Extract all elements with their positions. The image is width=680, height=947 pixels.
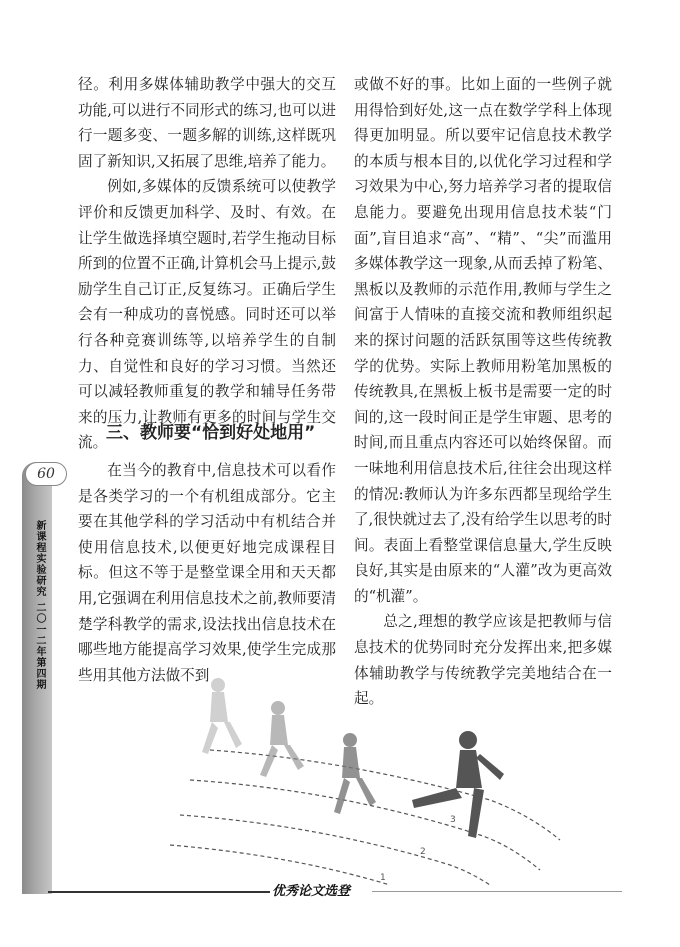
left-column: [78, 72, 336, 456]
page-number: 60: [25, 462, 67, 486]
footer-rule: [372, 891, 622, 892]
svg-text:1: 1: [380, 873, 386, 883]
footer-section-label: 优秀论文选登: [272, 884, 351, 899]
runner-icon: [202, 678, 242, 754]
runner-icon: [334, 733, 376, 814]
track-lines-icon: [170, 750, 560, 885]
paragraph: 或做不好的事。比如上面的一些例子就用得恰到好处,这一点在数学学科上体现得更加明显。所以要牢记信息技术教学的本质与根本目的,以优化学习过程和学习效果为中心,努力培养学习者的提取信息能力。要避免出现用信息技术装“门面”,盲目追求“高”、“精”、“尖”而滥用多媒体教学这一现象,从而丢掉了粉笔、黑板以及教师的示范作用,教师与学生之间富于人情味的直接交流和教师组织起来的探讨问题的活跃氛围等这些传统教学的优势。实际上教师用粉笔加黑板的传统教具,在黑板上板书是需要一定的时间的,这一段时间正是学生审题、思考的时间,而且重点内容还可以始终保留。而一味地利用信息技术后,往往会出现这样的情况:教师认为许多东西都呈现给学生了,很快就过去了,没有给学生以思考的时间。表面上看整堂课信息量大,学生反映良好,其实是由原来的“人灌”改为更高效的“机灌”。: [354, 76, 612, 605]
paragraph: 例如,多媒体的反馈系统可以使教学评价和反馈更加科学、及时、有效。在让学生做选择填空题时,若学生拖动目标所到的位置不正确,计算机会马上提示,鼓励学生自己订正,反复练习。正确后学生会有一种成功的喜悦感。同时还可以举行各种竞赛训练等,以培养学生的自制力、自觉性和良好的学习习惯。当然还可以减轻教师重复的教学和辅导任务带来的压力,让教师有更多的时间与学生交流。: [78, 178, 336, 452]
journal-issue: 二〇一二年第四期: [34, 602, 45, 690]
section-heading: 三、教师要“恰到好处地用”: [106, 423, 316, 443]
journal-name: 新课程实验研究: [34, 520, 45, 597]
runner-icon: [412, 731, 504, 838]
lane-numbers-icon: [380, 815, 456, 883]
paragraph: 在当今的教育中,信息技术可以看作是各类学习的一个有机组成部分。它主要在其他学科的学习活动中有机结合并使用信息技术,以便更好地完成课程目标。但这不等于是整堂课全用和天天都用,它强调在利用信息技术之前,教师要清楚学科教学的需求,设法找出信息技术在哪些地方能提高学习效果,使学生完成那些用其他方法做不到: [78, 462, 336, 684]
svg-text:2: 2: [420, 847, 426, 857]
paragraph: 总之,理想的教学应该是把教师与信息技术的优势同时充分发挥出来,把多媒体辅助教学与传统教学完美地结合在一起。: [354, 613, 612, 708]
svg-text:3: 3: [450, 815, 456, 825]
right-column: [354, 72, 612, 712]
runners-illustration: [150, 640, 570, 890]
paragraph: 径。利用多媒体辅助教学中强大的交互功能,可以进行不同形式的练习,也可以进行一题多变、一题多解的训练,这样既巩固了新知识,又拓展了思维,培养了能力。: [78, 76, 336, 170]
footer-rule: [48, 891, 270, 893]
runner-icon: [260, 701, 304, 777]
